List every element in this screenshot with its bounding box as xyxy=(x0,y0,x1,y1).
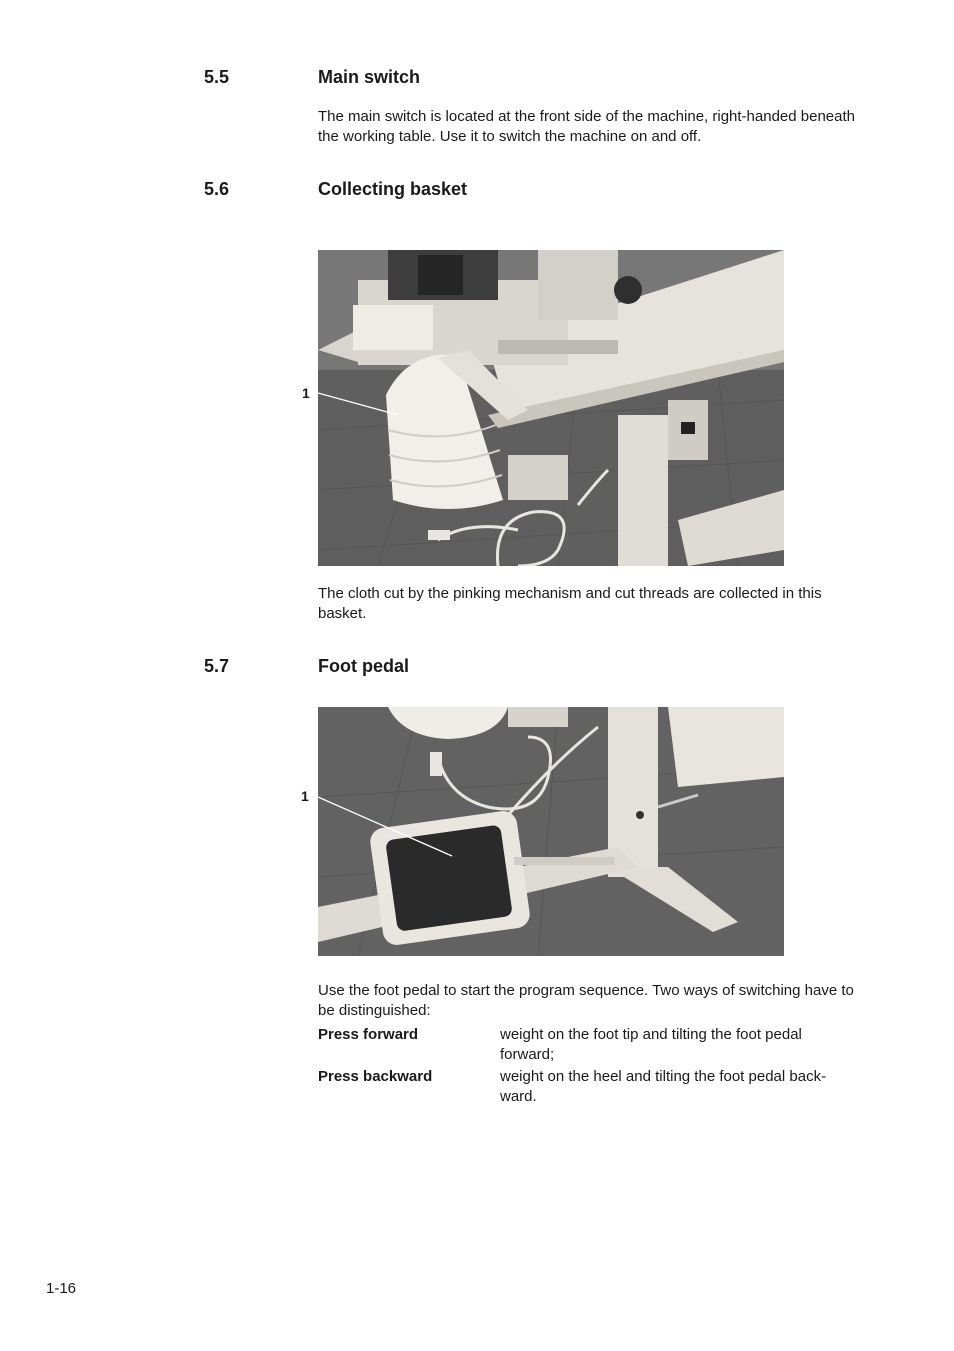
press-backward-description: weight on the heel and tilting the foot pedal back-ward. xyxy=(500,1068,827,1105)
press-forward-term: Press forward xyxy=(318,1026,419,1043)
foot-pedal-photo xyxy=(318,707,784,956)
page-number: 1-16 xyxy=(46,1280,77,1297)
section-5-5-number: 5.5 xyxy=(204,67,230,87)
section-5-7-number: 5.7 xyxy=(204,656,230,676)
section-5-7-title: Foot pedal xyxy=(318,656,409,676)
basket-callout-number: 1 xyxy=(302,385,310,401)
foot-pedal-intro: Use the foot pedal to start the program sequence. Two ways of switching have to be distinguished: xyxy=(318,982,854,1019)
section-5-5-title: Main switch xyxy=(318,67,421,87)
basket-caption: The cloth cut by the pinking mechanism and cut threads are collected in this basket. xyxy=(318,585,822,622)
press-forward-description: weight on the foot tip and tilting the foot pedal forward; xyxy=(500,1026,802,1063)
collecting-basket-photo xyxy=(318,250,784,566)
main-switch-text: The main switch is located at the front side of the machine, right-handed beneath the working table. Use it to switch the machine on and off. xyxy=(318,108,855,145)
section-5-6-title: Collecting basket xyxy=(318,179,468,199)
section-5-6-number: 5.6 xyxy=(204,179,230,199)
pedal-callout-number: 1 xyxy=(301,788,309,804)
press-backward-term: Press backward xyxy=(318,1068,433,1085)
